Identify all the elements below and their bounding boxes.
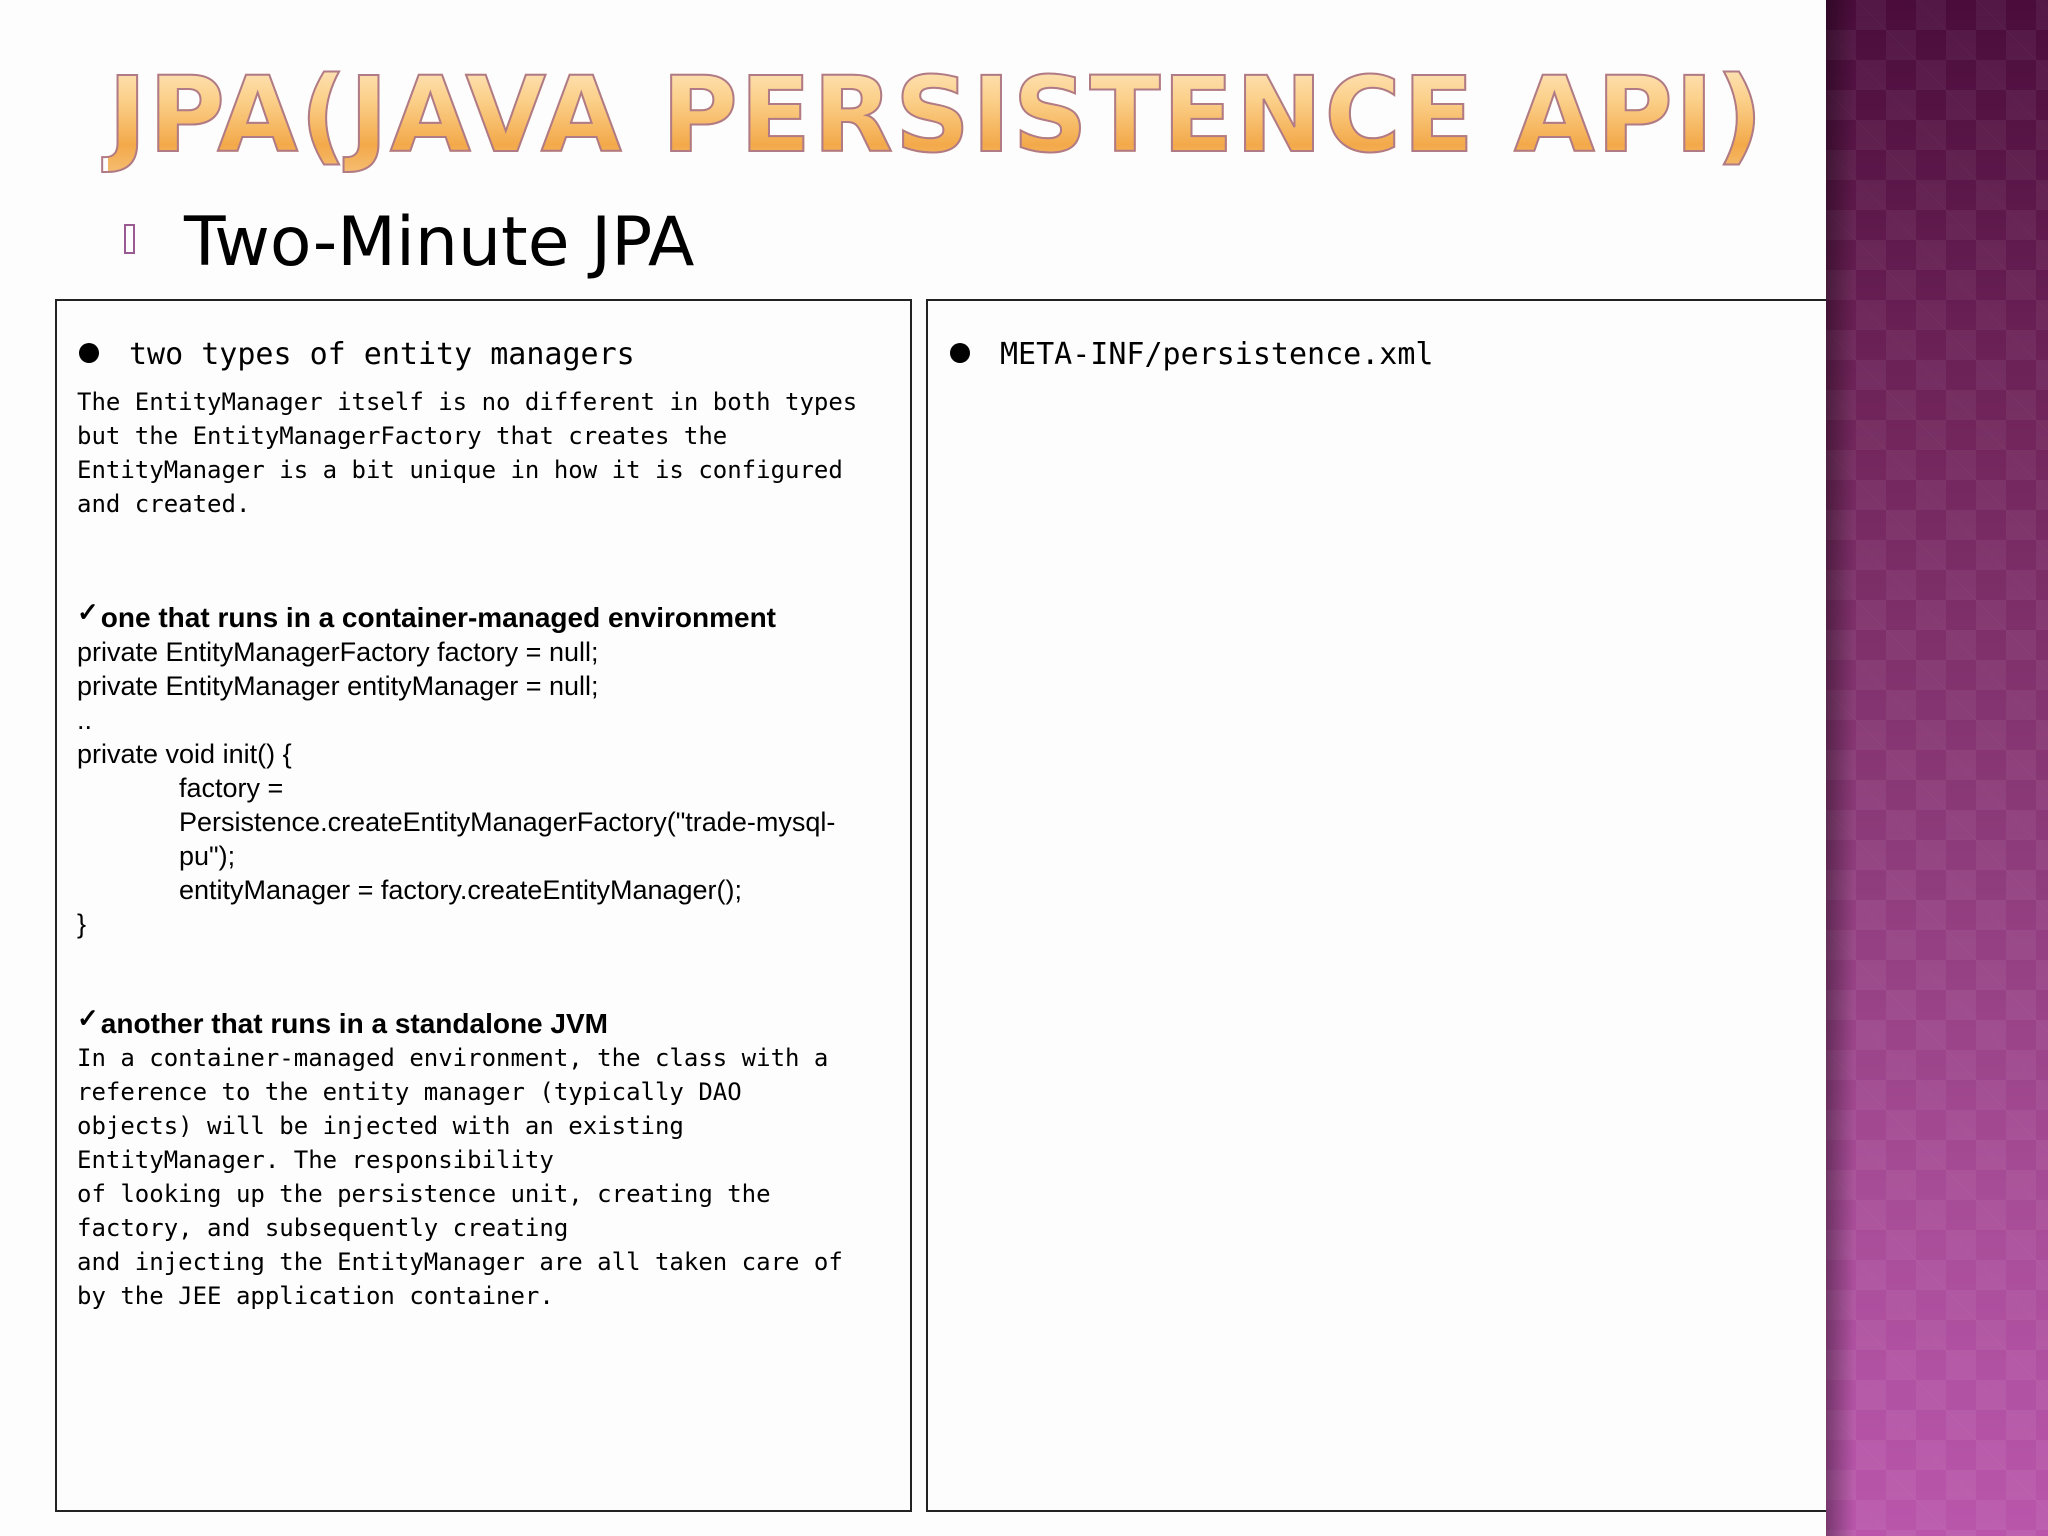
slide-title: JPA(JAVA PERSISTENCE API) xyxy=(108,40,1765,190)
explanation-line: and injecting the EntityManager are all taken care of xyxy=(77,1248,843,1276)
intro-line: and created. xyxy=(77,490,251,518)
left-content xyxy=(77,325,897,1313)
intro-paragraph xyxy=(77,385,897,521)
code-line: private void init() { xyxy=(77,739,292,769)
container-managed-heading xyxy=(77,597,897,635)
decorative-side-strip xyxy=(1826,0,2048,1536)
standalone-heading xyxy=(77,1003,897,1041)
code-line: entityManager = factory.createEntityManager(); xyxy=(179,875,743,905)
intro-line: but the EntityManagerFactory that creates the xyxy=(77,422,728,450)
explanation-line: factory, and subsequently creating xyxy=(77,1214,569,1242)
left-bullet-text: two types of entity managers xyxy=(129,337,635,372)
explanation-line: EntityManager. The responsibility xyxy=(77,1146,554,1174)
standalone-heading-text: another that runs in a standalone JVM xyxy=(100,1008,608,1039)
check-mark-icon: ✓ xyxy=(77,597,99,627)
explanation-line: objects) will be injected with an existing xyxy=(77,1112,684,1140)
explanation-line: by the JEE application container. xyxy=(77,1282,554,1310)
bullet-dot-icon xyxy=(79,343,99,363)
code-block xyxy=(77,635,897,941)
intro-line: EntityManager is a bit unique in how it is configured xyxy=(77,456,843,484)
code-line: } xyxy=(77,909,87,939)
code-line: private EntityManager entityManager = null; xyxy=(77,671,599,701)
bullet-dot-icon xyxy=(950,343,970,363)
right-bullet-text: META-INF/persistence.xml xyxy=(1000,337,1434,372)
right-bullet xyxy=(948,325,1433,385)
left-bullet xyxy=(77,325,897,385)
code-line: pu"); xyxy=(179,841,236,871)
slide-subtitle: Two-Minute JPA xyxy=(184,203,695,282)
right-content xyxy=(948,325,1433,385)
code-line: factory = xyxy=(179,773,284,803)
explanation-paragraph xyxy=(77,1041,897,1313)
code-line: .. xyxy=(77,705,93,735)
code-line: Persistence.createEntityManagerFactory("trade-mysql- xyxy=(179,807,836,837)
hollow-bullet-icon xyxy=(120,220,140,260)
check-mark-icon: ✓ xyxy=(77,1003,99,1033)
explanation-line: reference to the entity manager (typically DAO xyxy=(77,1078,742,1106)
container-heading-text: one that runs in a container-managed environment xyxy=(100,602,777,633)
code-line: private EntityManagerFactory factory = null; xyxy=(77,637,599,667)
explanation-line: of looking up the persistence unit, creating the xyxy=(77,1180,771,1208)
intro-line: The EntityManager itself is no different in both types xyxy=(77,388,858,416)
explanation-line: In a container-managed environment, the class with a xyxy=(77,1044,829,1072)
left-content-box xyxy=(55,299,912,1512)
